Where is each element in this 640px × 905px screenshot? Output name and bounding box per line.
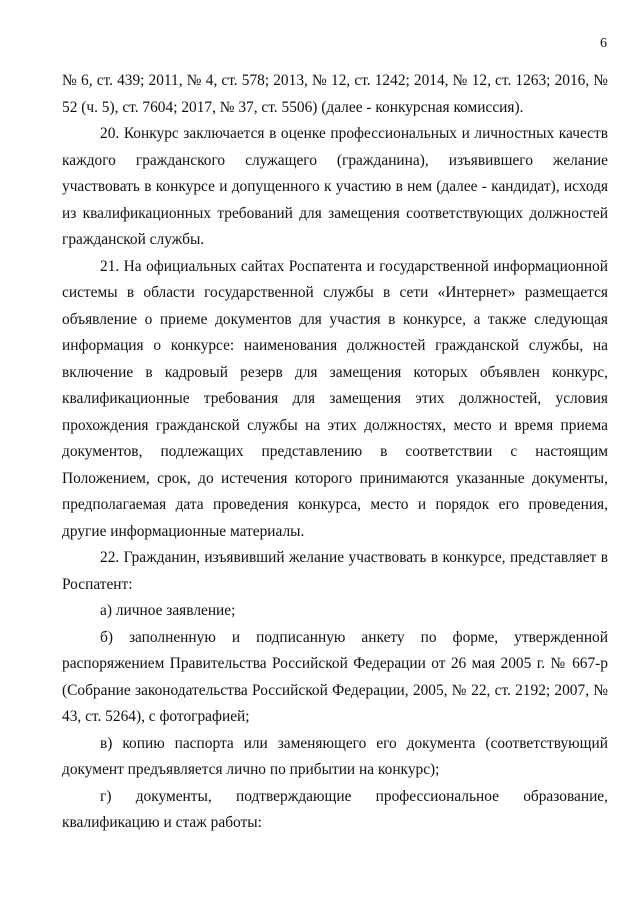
paragraph: № 6, ст. 439; 2011, № 4, ст. 578; 2013, № 12, ст. 1242; 2014, № 12, ст. 1263; 2016, № 52 (ч. 5), ст. 7604; 2017, № 37, ст. 5506) (далее - конкурсная комиссия). (62, 72, 608, 116)
paragraph: г) документы, подтверждающие профессиональное образование, квалификацию и стаж работы: (62, 787, 608, 831)
paragraph: 20. Конкурс заключается в оценке профессиональных и личностных качеств каждого гражданского служащего (гражданина), изъявившего желание участвовать в конкурсе и допущенного к участию в нем (далее - кандидат), исходя из квалификационных требований для замещения соответствующих должностей гражданской службы. (62, 125, 608, 248)
paragraph: в) копию паспорта или заменяющего его документа (соответствующий документ предъявляется лично по прибытии на конкурс); (62, 734, 608, 778)
paragraph: 22. Гражданин, изъявивший желание участвовать в конкурсе, представляет в Роспатент: (62, 549, 608, 593)
paragraph: а) личное заявление; (100, 602, 236, 619)
paragraph: 21. На официальных сайтах Роспатента и государственной информационной системы в области государственной службы в сети «Интернет» размещается объявление о приеме документов для участия в конкурсе, а также следующая информация о конкурсе: наименования должностей гражданской службы, на включение в кадровый резерв для замещения которых объявлен конкурс, квалификационные требования для замещения этих должностей, условия прохождения гражданской службы на этих должностях, место и время приема документов, подлежащих представлению в соответствии с настоящим Положением, срок, до истечения которого принимаются указанные документы, предполагаемая дата проведения конкурса, место и порядок его проведения, другие информационные материалы. (62, 257, 608, 540)
page-number: 6 (600, 36, 607, 51)
document-body (62, 68, 608, 837)
paragraph: б) заполненную и подписанную анкету по форме, утвержденной распоряжением Правительства Российской Федерации от 26 мая 2005 г. № 667-р (Собрание законодательства Российской Федерации, 2005, № 22, ст. 2192; 2007, № 43, ст. 5264), с фотографией; (62, 628, 608, 725)
